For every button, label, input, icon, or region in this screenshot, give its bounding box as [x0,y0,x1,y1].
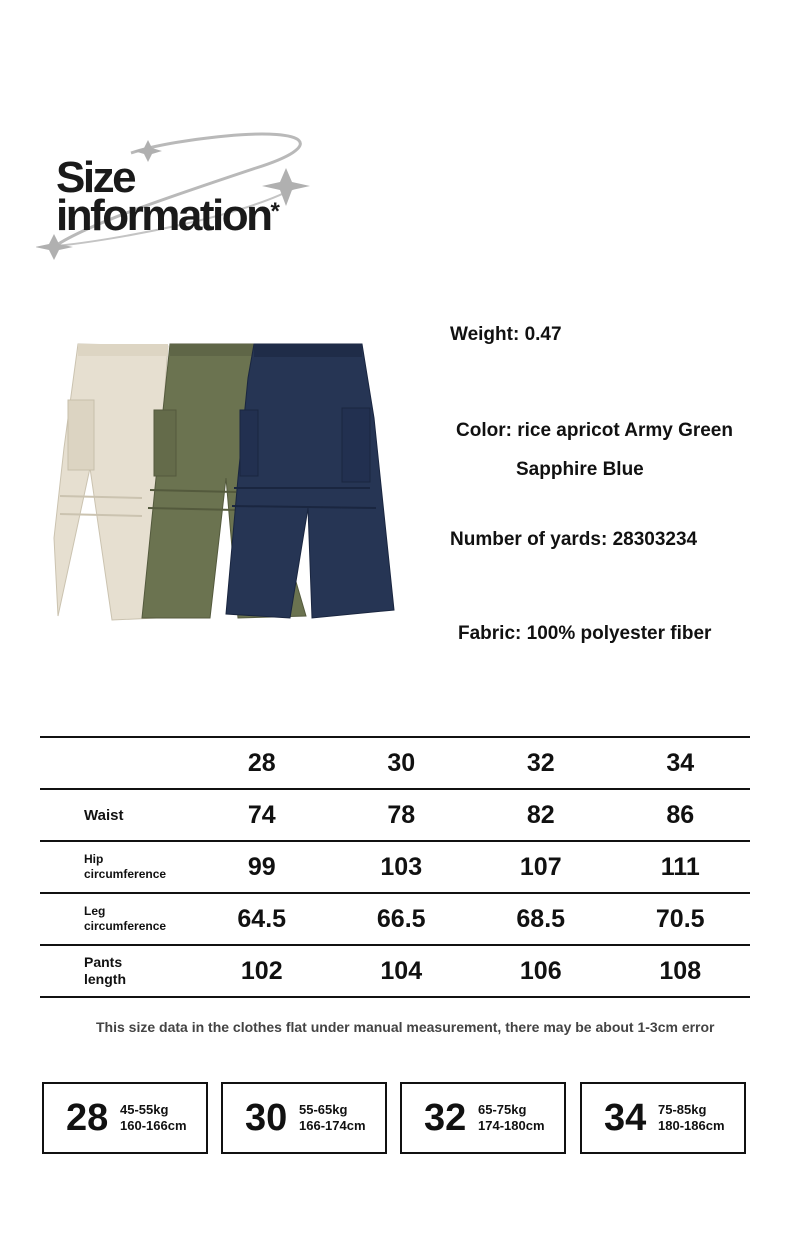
spec-color-continued: Sapphire Blue [516,459,644,480]
spec-weight: Weight: 0.47 [450,324,562,345]
row-label-leg: Leg circumference [40,893,192,945]
table-cell: 111 [611,841,751,893]
table-cell: 99 [192,841,332,893]
size-box-weight: 75-85kg [658,1102,707,1117]
logo-word-size: Size [56,153,135,202]
size-box-30 [221,1082,387,1154]
pants-sapphire-blue [226,344,394,618]
size-box-weight: 65-75kg [478,1102,527,1117]
size-box-height: 180-186cm [658,1118,725,1133]
size-box-height: 160-166cm [120,1118,187,1133]
size-box-28 [42,1082,208,1154]
table-cell: 102 [192,945,332,997]
table-cell: 74 [192,789,332,841]
table-cell: 68.5 [471,893,611,945]
size-header-cell: 32 [471,737,611,789]
table-cell: 107 [471,841,611,893]
product-image-pants [50,338,400,628]
table-row-hip [40,841,750,893]
table-cell: 86 [611,789,751,841]
size-box-number: 34 [604,1096,647,1139]
table-cell: 106 [471,945,611,997]
size-box-number: 32 [424,1096,467,1139]
size-box-info [299,1102,366,1134]
table-cell: 78 [332,789,472,841]
table-cell: 70.5 [611,893,751,945]
table-cell: 66.5 [332,893,472,945]
spec-color: Color: rice apricot Army Green [456,420,733,441]
size-box-weight: 55-65kg [299,1102,348,1117]
size-box-info [478,1102,545,1134]
size-information-logo [36,128,336,268]
size-box-number: 30 [245,1096,288,1139]
size-box-info [120,1102,187,1134]
table-row-leg [40,893,750,945]
size-box-number: 28 [66,1096,109,1139]
size-header-cell: 28 [192,737,332,789]
spec-yards: Number of yards: 28303234 [450,529,698,550]
table-cell: 64.5 [192,893,332,945]
logo-word-information: information* [56,191,280,240]
size-header-cell: 34 [611,737,751,789]
size-box-info [658,1102,725,1134]
size-table [40,736,750,998]
size-box-32 [400,1082,566,1154]
size-box-height: 166-174cm [299,1118,366,1133]
spec-fabric: Fabric: 100% polyester fiber [458,623,712,644]
table-row-pants-length [40,945,750,997]
row-label-waist: Waist [40,789,192,841]
asterisk-mark: * [270,198,280,225]
size-box-height: 174-180cm [478,1118,545,1133]
size-header-row [40,737,750,789]
size-recommendations [42,1082,750,1158]
sparkle-icon [134,140,162,162]
table-cell: 103 [332,841,472,893]
measurement-note: This size data in the clothes flat under manual measurement, there may be about 1-3cm error [96,1019,715,1035]
size-header-cell: 30 [332,737,472,789]
size-box-34 [580,1082,746,1154]
size-box-weight: 45-55kg [120,1102,169,1117]
table-cell: 82 [471,789,611,841]
table-row-waist [40,789,750,841]
table-cell: 108 [611,945,751,997]
table-cell: 104 [332,945,472,997]
row-label-hip: Hip circumference [40,841,192,893]
header-empty-cell [40,737,192,789]
row-label-pants-length: Pants length [40,945,192,997]
